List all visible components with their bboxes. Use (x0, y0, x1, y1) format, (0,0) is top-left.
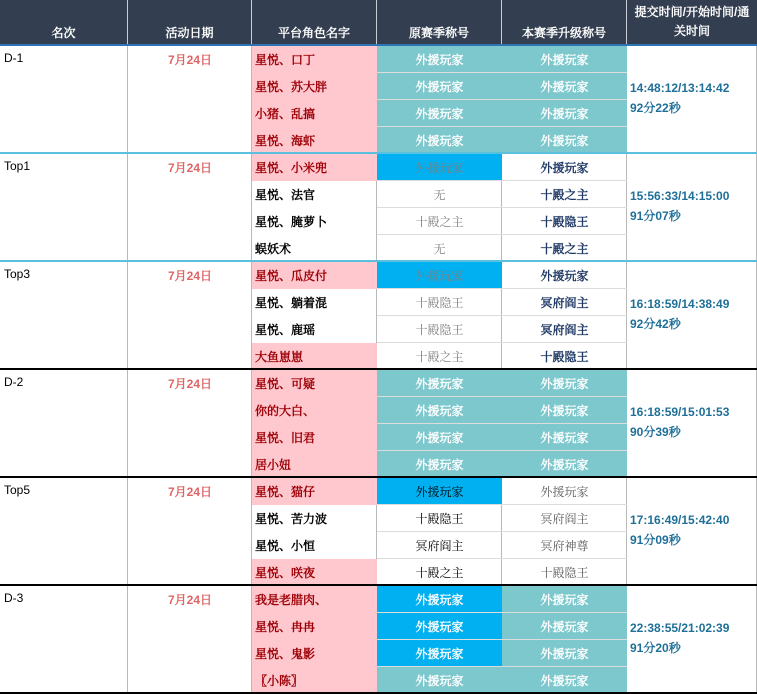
new-title-cell[interactable]: 外援玩家 (502, 73, 627, 100)
original-title-cell[interactable]: 外援玩家 (377, 154, 502, 181)
rank-cell[interactable]: D-3 (4, 591, 24, 605)
original-title-cell[interactable]: 十殿之主 (415, 215, 464, 229)
rank-cell[interactable]: Top5 (4, 483, 31, 497)
record-group (0, 152, 757, 260)
original-title-cell[interactable]: 外援玩家 (377, 478, 502, 505)
time-cell[interactable] (627, 402, 757, 442)
original-title-cell[interactable]: 外援玩家 (377, 46, 502, 73)
date-cell[interactable]: 7月24日 (167, 161, 213, 175)
original-title-cell[interactable]: 外援玩家 (377, 586, 502, 613)
player-name-cell[interactable]: 星悦、猫仔 (252, 478, 377, 505)
original-title-cell[interactable]: 无 (433, 188, 446, 202)
original-title-cell[interactable]: 十殿之主 (415, 350, 464, 364)
time-cell[interactable] (627, 618, 757, 658)
new-title-cell[interactable]: 外援玩家 (502, 424, 627, 451)
row-divider (377, 288, 627, 289)
original-title-cell[interactable]: 十殿之主 (415, 566, 464, 580)
new-title-cell[interactable]: 十殿隐王 (540, 566, 589, 580)
rank-cell[interactable]: D-1 (4, 51, 24, 65)
rank-cell[interactable]: Top3 (4, 267, 31, 281)
time-cell[interactable] (627, 186, 757, 226)
player-name-cell[interactable]: 居小妞 (252, 451, 377, 478)
new-title-cell[interactable]: 十殿之主 (540, 188, 589, 202)
player-name-cell[interactable]: 星悦、小恒 (255, 539, 316, 553)
time-range: 16:18:59/14:38:49 (630, 297, 730, 311)
duration: 92分22秒 (630, 101, 681, 115)
original-title-cell[interactable]: 外援玩家 (377, 667, 502, 694)
header-row (0, 0, 757, 44)
header-new-title[interactable]: 本赛季升级称号 (502, 0, 627, 44)
date-cell[interactable]: 7月24日 (167, 485, 213, 499)
time-range: 22:38:55/21:02:39 (630, 621, 730, 635)
new-title-cell[interactable]: 冥府阎主 (540, 512, 589, 526)
new-title-cell[interactable]: 外援玩家 (502, 100, 627, 127)
row-divider (377, 234, 627, 235)
original-title-cell[interactable]: 外援玩家 (377, 613, 502, 640)
time-range: 17:16:49/15:42:40 (630, 513, 730, 527)
record-group (0, 260, 757, 368)
row-divider (377, 666, 627, 667)
new-title-cell[interactable]: 外援玩家 (502, 370, 627, 397)
player-name-cell[interactable]: 星悦、口丁 (252, 46, 377, 73)
player-name-cell[interactable]: 星悦、冉冉 (252, 613, 377, 640)
row-divider (377, 342, 627, 343)
date-cell[interactable]: 7月24日 (167, 53, 213, 67)
time-cell[interactable] (627, 510, 757, 550)
original-title-cell[interactable]: 外援玩家 (377, 127, 502, 154)
new-title-cell[interactable]: 外援玩家 (502, 46, 627, 73)
new-title-cell[interactable]: 外援玩家 (502, 667, 627, 694)
original-title-cell[interactable]: 无 (433, 242, 446, 256)
header-time[interactable]: 提交时间/开始时间/通关时间 (634, 5, 750, 38)
new-title-cell[interactable]: 冥府神尊 (540, 539, 589, 553)
player-name-cell[interactable]: 星悦、鬼影 (252, 640, 377, 667)
date-cell[interactable]: 7月24日 (167, 269, 213, 283)
row-divider (377, 639, 627, 640)
duration: 92分42秒 (630, 317, 681, 331)
player-name-cell[interactable]: 大鱼崽崽 (252, 343, 377, 370)
rank-cell[interactable]: D-2 (4, 375, 24, 389)
row-divider (377, 315, 627, 316)
row-divider (377, 207, 627, 208)
player-name-cell[interactable]: 星悦、腌萝卜 (255, 215, 328, 229)
row-divider (377, 180, 627, 181)
original-title-cell[interactable]: 十殿隐王 (415, 323, 464, 337)
row-divider (377, 72, 627, 73)
new-title-cell[interactable]: 冥府阎主 (540, 296, 589, 310)
new-title-cell[interactable]: 十殿隐王 (540, 215, 589, 229)
rank-cell[interactable]: Top1 (4, 159, 31, 173)
new-title-cell[interactable]: 外援玩家 (540, 485, 589, 499)
date-cell[interactable]: 7月24日 (167, 377, 213, 391)
row-divider (377, 396, 627, 397)
player-name-cell[interactable]: 星悦、苏大胖 (252, 73, 377, 100)
duration: 91分09秒 (630, 533, 681, 547)
header-date[interactable]: 活动日期 (128, 0, 252, 44)
new-title-cell[interactable]: 外援玩家 (540, 269, 589, 283)
row-divider (377, 126, 627, 127)
player-name-cell[interactable]: 〖小陈〗 (252, 667, 377, 694)
player-name-cell[interactable]: 星悦、苦力波 (255, 512, 328, 526)
row-divider (377, 99, 627, 100)
duration: 91分20秒 (630, 641, 681, 655)
original-title-cell[interactable]: 十殿隐王 (415, 296, 464, 310)
new-title-cell[interactable]: 外援玩家 (502, 127, 627, 154)
time-range: 14:48:12/13:14:42 (630, 81, 730, 95)
header-orig-title[interactable]: 原赛季称号 (377, 0, 502, 44)
player-name-cell[interactable]: 星悦、鹿瑶 (255, 323, 316, 337)
original-title-cell[interactable]: 外援玩家 (377, 424, 502, 451)
new-title-cell[interactable]: 外援玩家 (502, 451, 627, 478)
date-cell[interactable]: 7月24日 (167, 593, 213, 607)
player-name-cell[interactable]: 星悦、可疑 (252, 370, 377, 397)
player-name-cell[interactable]: 我是老腊肉、 (252, 586, 377, 613)
time-cell[interactable] (627, 78, 757, 118)
record-group (0, 368, 757, 476)
original-title-cell[interactable]: 十殿隐王 (415, 512, 464, 526)
player-name-cell[interactable]: 星悦、瓜皮付 (252, 262, 377, 289)
player-name-cell[interactable]: 星悦、法官 (255, 188, 316, 202)
row-divider (377, 423, 627, 424)
new-title-cell[interactable]: 外援玩家 (540, 161, 589, 175)
new-title-cell[interactable]: 外援玩家 (502, 397, 627, 424)
new-title-cell[interactable]: 外援玩家 (502, 640, 627, 667)
original-title-cell[interactable]: 外援玩家 (377, 640, 502, 667)
player-name-cell[interactable]: 小猪、乱搞 (252, 100, 377, 127)
original-title-cell[interactable]: 冥府阎主 (415, 539, 464, 553)
header-name[interactable]: 平台角色名字 (252, 0, 377, 44)
row-divider (377, 504, 627, 505)
original-title-cell[interactable]: 外援玩家 (377, 73, 502, 100)
row-divider (377, 531, 627, 532)
player-name-cell[interactable]: 星悦、旧君 (252, 424, 377, 451)
time-range: 15:56:33/14:15:00 (630, 189, 730, 203)
row-divider (377, 558, 627, 559)
original-title-cell[interactable]: 外援玩家 (377, 262, 502, 289)
player-name-cell[interactable]: 星悦、躺着混 (255, 296, 328, 310)
duration: 91分07秒 (630, 209, 681, 223)
row-divider (377, 612, 627, 613)
player-name-cell[interactable]: 蜈妖术 (255, 242, 292, 256)
record-group (0, 584, 757, 692)
new-title-cell[interactable]: 十殿之主 (540, 242, 589, 256)
duration: 90分39秒 (630, 425, 681, 439)
player-name-cell[interactable]: 你的大白、 (252, 397, 377, 424)
record-group (0, 44, 757, 152)
player-name-cell[interactable]: 星悦、小米兜 (252, 154, 377, 181)
header-rank[interactable]: 名次 (0, 0, 128, 44)
new-title-cell[interactable]: 十殿隐王 (540, 350, 589, 364)
player-name-cell[interactable]: 星悦、咲夜 (252, 559, 377, 586)
new-title-cell[interactable]: 冥府阎主 (540, 323, 589, 337)
new-title-cell[interactable]: 外援玩家 (502, 613, 627, 640)
player-name-cell[interactable]: 星悦、海虾 (252, 127, 377, 154)
record-group (0, 476, 757, 584)
original-title-cell[interactable]: 外援玩家 (377, 451, 502, 478)
time-range: 16:18:59/15:01:53 (630, 405, 730, 419)
original-title-cell[interactable]: 外援玩家 (377, 370, 502, 397)
row-divider (377, 450, 627, 451)
original-title-cell[interactable]: 外援玩家 (377, 100, 502, 127)
new-title-cell[interactable]: 外援玩家 (502, 586, 627, 613)
time-cell[interactable] (627, 294, 757, 334)
original-title-cell[interactable]: 外援玩家 (377, 397, 502, 424)
